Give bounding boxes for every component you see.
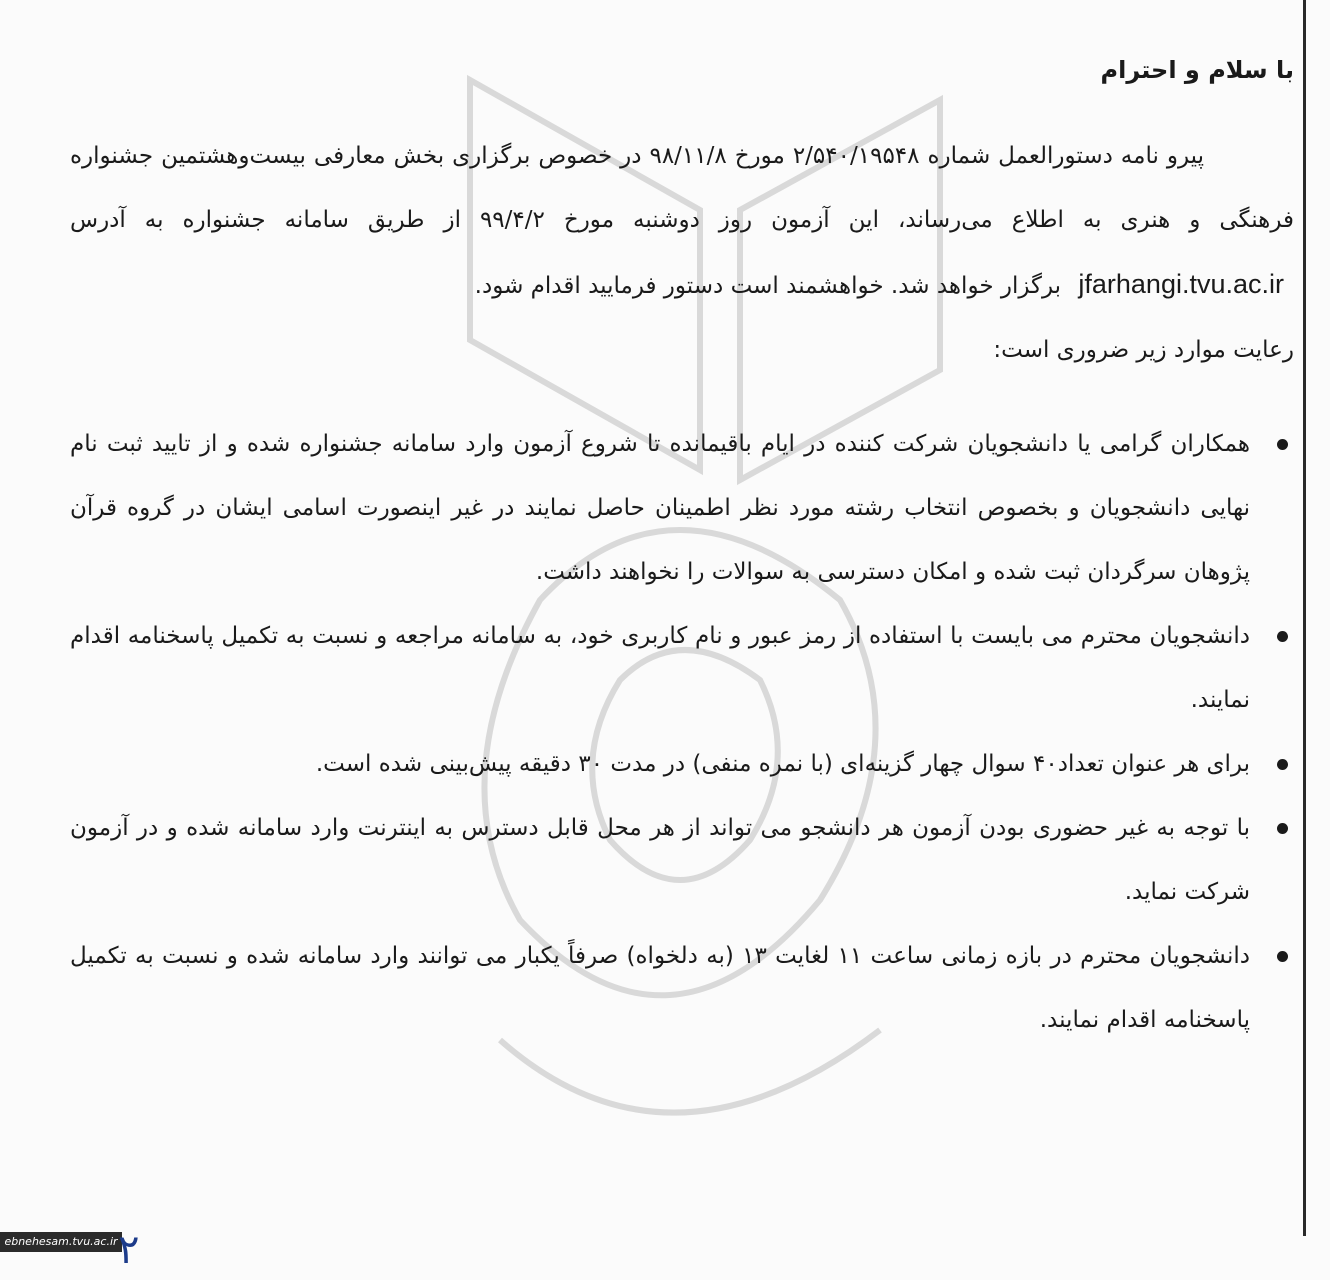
bullet-icon <box>1277 439 1288 450</box>
list-item: دانشجویان محترم می بایست با استفاده از رمز عبور و نام کاربری خود، به سامانه مراجعه و نسبت به تکمیل پاسخنامه اقدام نمایند. <box>70 604 1294 732</box>
intro-text-before-url: پیرو نامه دستورالعمل شماره ۲/۵۴۰/۱۹۵۴۸ مورخ ۹۸/۱۱/۸ در خصوص برگزاری بخش معارفی بیست‌وهشتمین جشنواره فرهنگی و هنری به اطلاع می‌رساند، این آزمون روز دوشنبه مورخ ۹۹/۴/۲ از طریق سامانه جشنواره به آدرس <box>70 143 1294 233</box>
intro-paragraph <box>70 124 1294 318</box>
bullet-icon <box>1277 823 1288 834</box>
intro-text-after-url: برگزار خواهد شد. خواهشمند است دستور فرمایید اقدام شود. <box>474 273 1062 299</box>
page-border-line <box>1303 0 1306 1236</box>
requirements-list <box>70 412 1294 1052</box>
bullet-icon <box>1277 759 1288 770</box>
list-item: با توجه به غیر حضوری بودن آزمون هر دانشجو می تواند از هر محل قابل دسترس به اینترنت وارد سامانه شده و در آزمون شرکت نماید. <box>70 796 1294 924</box>
letter-body <box>70 50 1294 1052</box>
list-item: همکاران گرامی یا دانشجویان شرکت کننده در ایام باقیمانده تا شروع آزمون وارد سامانه جشنواره شده و از تایید ثبت نام نهایی دانشجویان و بخصوص انتخاب رشته مورد نظر اطمینان حاصل نمایند در غیر اینصورت اسامی ایشان در گروه قرآن پژوهان سرگردان ثبت شده و امکان دسترسی به سوالات را نخواهند داشت. <box>70 412 1294 604</box>
greeting: با سلام و احترام <box>1100 56 1294 84</box>
requirements-heading: رعایت موارد زیر ضروری است: <box>993 337 1294 363</box>
bullet-icon <box>1277 631 1288 642</box>
bullet-icon <box>1277 951 1288 962</box>
list-item: برای هر عنوان تعداد۴۰ سوال چهار گزینه‌ای (با نمره منفی) در مدت ۳۰ دقیقه پیش‌بینی شده است. <box>70 732 1294 796</box>
site-badge[interactable]: ebnehesam.tvu.ac.ir <box>0 1232 122 1252</box>
page-number: ۲ <box>118 1227 140 1273</box>
list-item: دانشجویان محترم در بازه زمانی ساعت ۱۱ لغایت ۱۳ (به دلخواه) صرفاً یکبار می توانند وارد سامانه شده و نسبت به تکمیل پاسخنامه اقدام نمایند. <box>70 924 1294 1052</box>
festival-url-link[interactable]: jfarhangi.tvu.ac.ir <box>1078 269 1284 299</box>
